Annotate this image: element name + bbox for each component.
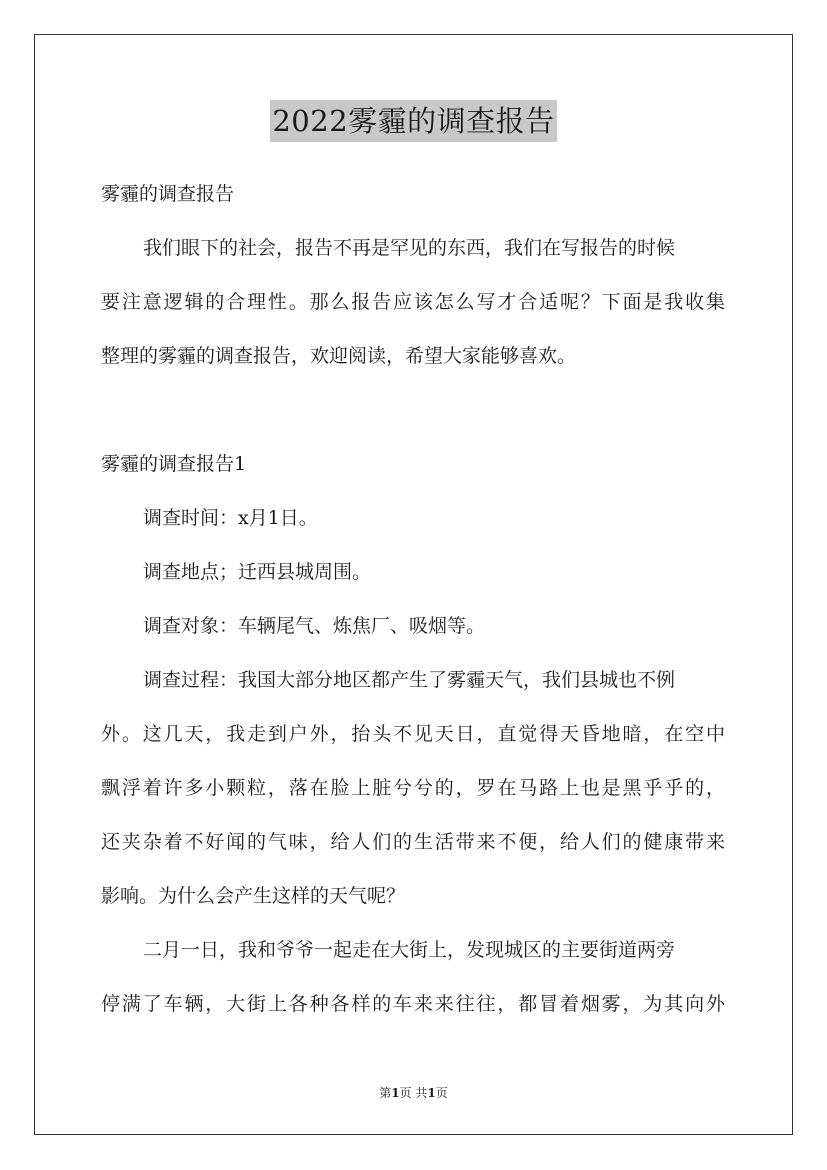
process-line-2: 外。这几天，我走到户外，抬头不见天日，直觉得天昏地暗，在空中 [101, 723, 725, 745]
walk-line-1: 二月一日，我和爷爷一起走在大街上，发现城区的主要街道两旁 [143, 939, 676, 961]
footer-suffix: 页 [435, 1086, 448, 1100]
title-container [0, 100, 827, 142]
intro-line-3: 整理的雾霾的调查报告，欢迎阅读，希望大家能够喜欢。 [101, 345, 577, 367]
footer-prefix: 第 [379, 1086, 392, 1100]
survey-place: 调查地点；迁西县城周围。 [143, 561, 372, 583]
page-footer [0, 1085, 827, 1101]
footer-page-number: 1 [391, 1086, 400, 1100]
footer-middle: 页 共 [399, 1086, 428, 1100]
survey-time: 调查时间：x月1日。 [143, 507, 318, 529]
subtitle: 雾霾的调查报告 [101, 183, 235, 205]
survey-objects: 调查对象：车辆尾气、炼焦厂、吸烟等。 [143, 615, 486, 637]
section-heading: 雾霾的调查报告1 [101, 453, 247, 475]
process-line-3: 飘浮着许多小颗粒，落在脸上脏兮兮的，罗在马路上也是黑乎乎的， [101, 777, 725, 799]
process-line-1: 调查过程：我国大部分地区都产生了雾霾天气，我们县城也不例 [143, 669, 676, 691]
intro-line-2: 要注意逻辑的合理性。那么报告应该怎么写才合适呢？下面是我收集 [101, 291, 725, 313]
process-line-4: 还夹杂着不好闻的气味，给人们的生活带来不便，给人们的健康带来 [101, 831, 725, 853]
footer-total-pages: 1 [427, 1086, 436, 1100]
walk-line-2: 停满了车辆，大街上各种各样的车来来往往，都冒着烟雾，为其向外 [101, 993, 725, 1015]
process-line-5: 影响。为什么会产生这样的天气呢？ [101, 885, 406, 907]
document-title: 2022雾霾的调查报告 [270, 100, 556, 142]
intro-line-1: 我们眼下的社会，报告不再是罕见的东西，我们在写报告的时候 [143, 237, 676, 259]
